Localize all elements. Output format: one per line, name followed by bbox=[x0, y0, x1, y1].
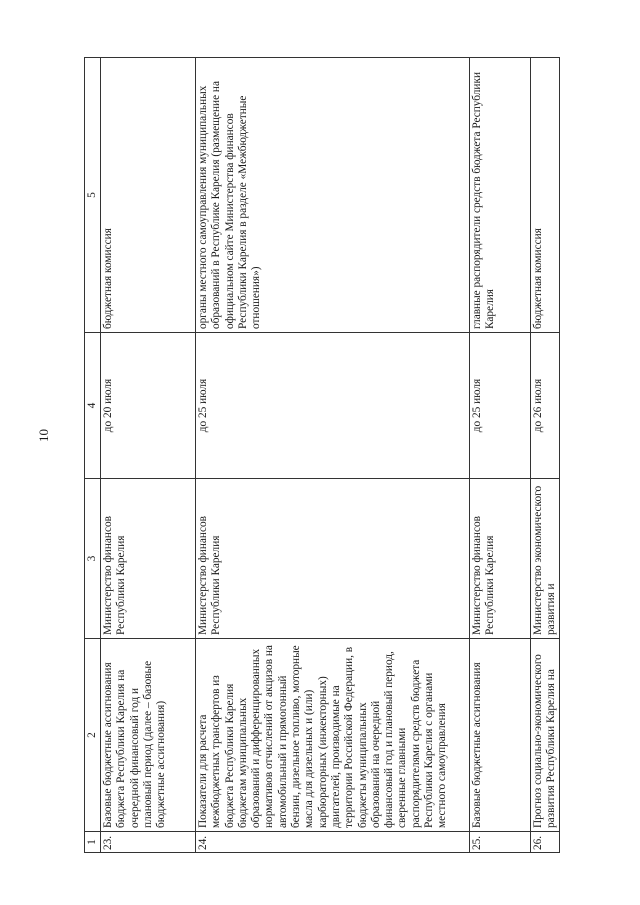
row-recipient: главные распорядители средств бюджета Республики Карелия bbox=[470, 58, 531, 333]
table-row bbox=[196, 58, 470, 853]
row-deadline: до 25 июля bbox=[196, 333, 470, 479]
rotated-page-content bbox=[84, 58, 624, 853]
row-item: Прогноз социально-экономического развития Республики Карелия на bbox=[531, 639, 560, 832]
column-header-5: 5 bbox=[85, 58, 101, 333]
row-number: 25. bbox=[470, 832, 531, 853]
row-recipient: бюджетная комиссия bbox=[531, 58, 560, 333]
row-number: 26. bbox=[531, 832, 560, 853]
schedule-table bbox=[84, 57, 560, 853]
row-number: 24. bbox=[196, 832, 470, 853]
row-deadline: до 25 июля bbox=[470, 333, 531, 479]
row-responsible: Министерство финансов Республики Карелия bbox=[196, 479, 470, 639]
table-row bbox=[101, 58, 196, 853]
table-row bbox=[531, 58, 560, 853]
row-item: Показатели для расчета межбюджетных трансфертов из бюджета Республики Карелия бюджетам муниципальных образований и дифференцированных нормативов отчислений от акцизов на автомобильный и прямогонный бензин, дизельное топливо, моторные масла для дизельных и (или) карбюраторных (инжекторных) двигателей, производимые на территории Российской Федерации, в бюджеты муниципальных образований на очередной финансовый год и плановый период, сверенные главными распорядителями средств бюджета Республики Карелия с органами местного самоуправления bbox=[196, 639, 470, 832]
row-deadline: до 26 июля bbox=[531, 333, 560, 479]
row-recipient: бюджетная комиссия bbox=[101, 58, 196, 333]
column-header-2: 2 bbox=[85, 639, 101, 832]
table-row bbox=[470, 58, 531, 853]
row-responsible: Министерство экономического развития и bbox=[531, 479, 560, 639]
row-number: 23. bbox=[101, 832, 196, 853]
row-responsible: Министерство финансов Республики Карелия bbox=[470, 479, 531, 639]
header-row bbox=[85, 58, 101, 853]
row-responsible: Министерство финансов Республики Карелия bbox=[101, 479, 196, 639]
page-number: 10 bbox=[36, 429, 51, 442]
row-deadline: до 20 июля bbox=[101, 333, 196, 479]
column-header-1: 1 bbox=[85, 832, 101, 853]
column-header-3: 3 bbox=[85, 479, 101, 639]
column-header-4: 4 bbox=[85, 333, 101, 479]
row-item: Базовые бюджетные ассигнования бюджета Республики Карелия на очередной финансовый год и плановый период (далее – базовые бюджетные ассигнования) bbox=[101, 639, 196, 832]
row-item: Базовые бюджетные ассигнования bbox=[470, 639, 531, 832]
row-recipient: органы местного самоуправления муниципальных образований в Республике Карелия (размещение на официальном сайте Министерства финансов Республики Карелия в разделе «Межбюджетные отношения») bbox=[196, 58, 470, 333]
